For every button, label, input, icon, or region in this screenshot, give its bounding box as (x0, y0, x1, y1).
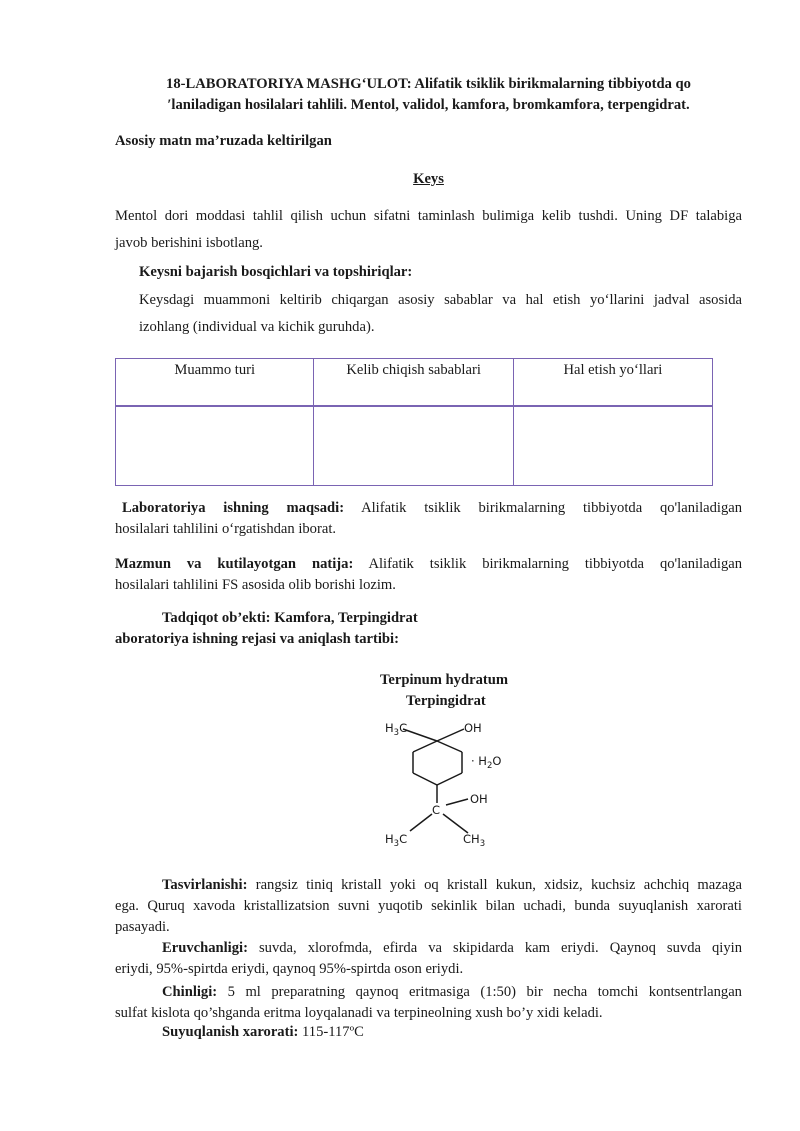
plan-line: aboratoriya ishning rejasi va aniqlash tartibi: (115, 631, 399, 647)
steps-text-line-2: izohlang (individual va kichik guruhda). (139, 319, 375, 335)
intro-text: Asosiy matn ma’ruzada keltirilgan (115, 133, 332, 149)
melting-value: 115-117ºC (302, 1024, 364, 1040)
description-text-2: ega. Quruq xavoda kristallizatsion suvni yuqotib sekinlik bilan uchadi, bunda suyuqlanish xarorati (115, 898, 742, 914)
description-line-1 (115, 875, 742, 896)
goal-line-1 (115, 498, 742, 519)
table-cell[interactable] (116, 406, 314, 486)
case-text-line-2: javob berishini isbotlang. (115, 235, 263, 251)
goal-text-2: hosilalari tahlilini o‘rgatishdan iborat. (115, 521, 337, 537)
content-text-2: hosilalari tahlilini FS asosida olib borishi lozim. (115, 577, 396, 593)
title-line-2: ′laniladigan hosilalari tahlili. Mentol, validol, kamfora, bromkamfora, terpengidrat. (167, 97, 690, 113)
label-oh-top: OH (464, 721, 482, 735)
table-cell[interactable] (314, 406, 513, 486)
compound-name: Terpingidrat (406, 693, 486, 709)
steps-heading: Keysni bajarish bosqichlari va topshiriqlar: (139, 264, 413, 280)
object-line: Tadqiqot ob’ekti: Kamfora, Terpingidrat (162, 610, 418, 626)
authenticity-text-1: 5 ml preparatning qaynoq eritmasiga (1:50) bir necha tomchi kontsentrlangan (227, 984, 742, 1000)
description-text-3: pasayadi. (115, 919, 170, 935)
solubility-text-2: eriydi, 95%-spirtda eriydi, qaynoq 95%-spirtda oson eriydi. (115, 961, 464, 977)
table-row (116, 406, 713, 486)
label-h3c-bottom: $H_3C$ (385, 832, 408, 849)
keys-heading: Keys (413, 171, 444, 187)
goal-paragraph (115, 498, 742, 540)
content-text-1: Alifatik tsiklik birikmalarning tibbiyotda qo'laniladigan (368, 556, 743, 572)
case-text (115, 203, 742, 257)
goal-label: Laboratoriya ishning maqsadi: (122, 500, 345, 516)
content-label: Mazmun va kutilayotgan natija: (115, 556, 354, 572)
steps-text (139, 287, 742, 341)
description-label: Tasvirlanishi: (162, 877, 248, 893)
solubility-label: Eruvchanligi: (162, 940, 248, 956)
structure-bonds (403, 729, 468, 833)
content-paragraph (115, 554, 742, 596)
description-text-1: rangsiz tiniq kristall yoki oq kristall kukun, xidsiz, kuchsiz achchiq mazaga (255, 877, 742, 893)
compound-latin-name: Terpinum hydratum (380, 672, 508, 688)
melting-label: Suyuqlanish xarorati: (162, 1024, 299, 1040)
solubility-text-1: suvda, xlorofmda, efirda va skipidarda kam eriydi. Qaynoq suvda qiyin (258, 940, 742, 956)
terpin-hydrate-structure (380, 715, 530, 850)
table-cell[interactable] (513, 406, 712, 486)
label-ch3: $CH_3$ (463, 832, 486, 849)
melting-line (162, 1024, 364, 1041)
label-water: · $H_2O$ (471, 754, 502, 771)
table-header-cell: Hal etish yo‘llari (513, 359, 712, 407)
table-header-row (116, 359, 713, 407)
title-line-1: 18-LABORATORIYA MASHG‘ULOT: Alifatik tsiklik birikmalarning tibbiyotda qo (166, 76, 691, 92)
document-title (115, 74, 742, 116)
solubility-line-1 (115, 938, 742, 959)
case-text-line-1: Mentol dori moddasi tahlil qilish uchun sifatni taminlash bulimiga kelib tushdi. Uning DF talabiga (115, 208, 742, 224)
authenticity-text-2: sulfat kislota qo’shganda eritma loyqalanadi va terpineolning xush bo’y xidi keladi. (115, 1005, 603, 1021)
solubility-paragraph (115, 938, 742, 980)
case-analysis-table (115, 358, 713, 486)
authenticity-paragraph (115, 982, 742, 1024)
label-h3c-top: $H_3C$ (385, 721, 408, 738)
table-header-cell: Muammo turi (116, 359, 314, 407)
label-carbon: C (432, 803, 441, 817)
authenticity-label: Chinligi: (162, 984, 218, 1000)
goal-text-1: Alifatik tsiklik birikmalarning tibbiyotda qo'laniladigan (361, 500, 743, 516)
steps-text-line-1: Keysdagi muammoni keltirib chiqargan asosiy sabablar va hal etish yo‘llarini jadval asosida (139, 292, 742, 308)
table-header-cell: Kelib chiqish sabablari (314, 359, 513, 407)
content-line-1 (115, 554, 742, 575)
authenticity-line-1 (115, 982, 742, 1003)
label-oh-mid: OH (470, 792, 488, 806)
description-paragraph (115, 875, 742, 938)
